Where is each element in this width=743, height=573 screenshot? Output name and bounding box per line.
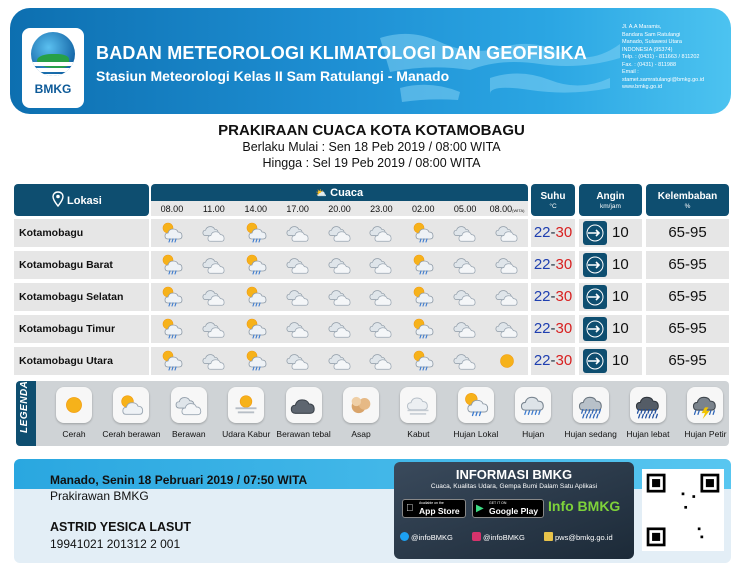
temperature-range <box>531 283 575 311</box>
hujan-lokal-icon <box>244 221 268 245</box>
email-link[interactable]: pws@bmkg.go.id <box>544 532 613 542</box>
wind-speed: 10 <box>612 288 629 305</box>
hujan-icon <box>515 387 551 423</box>
wind-direction-icon <box>583 317 607 341</box>
legend-item <box>561 387 621 439</box>
hujan-lokal-icon <box>244 317 268 341</box>
berawan-icon <box>286 221 310 245</box>
berawan-icon <box>369 317 393 341</box>
info-subtitle: Cuaca, Kualitas Udara, Gempa Bumi Dalam Satu Aplikasi <box>430 483 598 490</box>
temp-max: 30 <box>555 256 573 273</box>
wind-direction-icon <box>583 221 607 245</box>
legend-label: Udara Kabur <box>222 429 271 439</box>
temp-max: 30 <box>555 352 573 369</box>
wind-speed: 10 <box>612 224 629 241</box>
wind-speed: 10 <box>612 320 629 337</box>
berawan-icon <box>202 317 226 341</box>
cerah-icon <box>495 349 519 373</box>
hujan-lokal-icon <box>411 285 435 309</box>
weather-icons <box>151 347 528 375</box>
location-name: Kotamobagu Selatan <box>14 283 149 311</box>
humidity-range: 65-95 <box>646 283 729 311</box>
temp-separator: - <box>550 320 556 337</box>
weather-icons <box>151 219 528 247</box>
wind-cell <box>579 219 642 247</box>
station-name: Stasiun Meteorologi Kelas II Sam Ratulangi - Manado <box>96 68 450 84</box>
column-header-weather: ⛅ Cuaca <box>151 184 528 201</box>
forecaster-nip: 19941021 201312 2 001 <box>50 537 181 551</box>
legend-item <box>675 387 735 439</box>
legend-label: Hujan <box>522 429 545 439</box>
table-row <box>14 219 729 247</box>
berawan-icon <box>453 253 477 277</box>
cerah-icon <box>56 387 92 423</box>
play-icon: ▶ <box>476 503 484 514</box>
qr-code-icon[interactable] <box>642 469 724 551</box>
column-header-location: Lokasi <box>14 184 149 216</box>
wind-cell <box>579 251 642 279</box>
asap-icon <box>343 387 379 423</box>
instagram-link[interactable]: @infoBMKG <box>472 532 525 542</box>
google-play-button[interactable]: ▶ GET IT ON Google Play <box>472 499 544 518</box>
legend-item <box>44 387 104 439</box>
wind-cell <box>579 315 642 343</box>
humidity-range: 65-95 <box>646 251 729 279</box>
weather-icons <box>151 251 528 279</box>
wind-cell <box>579 347 642 375</box>
berawan-icon <box>171 387 207 423</box>
table-row <box>14 283 729 311</box>
berawan-icon <box>328 349 352 373</box>
instagram-icon <box>472 532 481 541</box>
wind-direction-icon <box>583 349 607 373</box>
legend-item <box>446 387 506 439</box>
berawan-icon <box>453 349 477 373</box>
berawan-icon <box>202 253 226 277</box>
humidity-range: 65-95 <box>646 347 729 375</box>
hour-label: 05.00 <box>453 204 477 214</box>
hujan-lokal-icon <box>160 253 184 277</box>
hujan-lokal-icon <box>244 349 268 373</box>
hujan-lokal-icon <box>411 349 435 373</box>
temperature-range <box>531 315 575 343</box>
wind-cell <box>579 283 642 311</box>
hujan-lokal-icon <box>411 317 435 341</box>
hour-label: 02.00 <box>412 204 435 214</box>
location-pin-icon <box>52 191 64 207</box>
berawan-icon <box>453 221 477 245</box>
bmkg-logo <box>22 28 84 108</box>
hujan-lokal-icon <box>411 221 435 245</box>
hujan-petir-icon <box>687 387 723 423</box>
berawan-icon <box>495 285 519 309</box>
berawan-icon <box>328 285 352 309</box>
berawan-icon <box>453 285 477 309</box>
forecaster-org: Prakirawan BMKG <box>50 489 149 503</box>
hujan-lebat-icon <box>630 387 666 423</box>
forecast-title-block <box>0 122 743 171</box>
temp-min: 22 <box>533 256 551 273</box>
hujan-lokal-icon <box>160 285 184 309</box>
temp-min: 22 <box>533 352 551 369</box>
wind-direction-icon <box>583 253 607 277</box>
hour-label: 14.00 <box>244 204 267 214</box>
info-bmkg-panel <box>394 462 634 559</box>
legend-label: Berawan tebal <box>276 429 331 439</box>
hujan-lokal-icon <box>411 253 435 277</box>
legend-label: Hujan Petir <box>684 429 727 439</box>
berawan-tebal-icon <box>286 387 322 423</box>
twitter-link[interactable]: @infoBMKG <box>400 532 453 542</box>
contact-address: Jl. A.A Maramis, Bandara Sam Ratulangi Manado, Sulawesi Utara INDONESIA (95374) Telp. : (0431) - 811663 / 811202 Fax. : (0431) - 811988 Email : stamet.samratulangi@bmkg.go.id www.bmkg.go.id <box>622 24 705 90</box>
globe-icon <box>31 32 75 76</box>
legend-label: Hujan Lokal <box>453 429 499 439</box>
berawan-icon <box>369 285 393 309</box>
udara-kabur-icon <box>228 387 264 423</box>
legend-item <box>159 387 219 439</box>
header-banner <box>10 8 731 114</box>
temp-max: 30 <box>555 320 573 337</box>
legend <box>16 381 729 446</box>
legend-label: Asap <box>351 429 371 439</box>
hour-label: 23.00 <box>370 204 393 214</box>
berawan-icon <box>202 221 226 245</box>
temp-separator: - <box>550 256 556 273</box>
column-header-wind: Angin km/jam <box>579 184 642 216</box>
legend-label: Kabut <box>407 429 430 439</box>
forecaster-name: ASTRID YESICA LASUT <box>50 520 191 534</box>
table-row <box>14 347 729 375</box>
twitter-icon <box>400 532 409 541</box>
cerah-berawan-icon <box>113 387 149 423</box>
legend-item <box>618 387 678 439</box>
berawan-icon <box>286 349 310 373</box>
agency-name: BADAN METEOROLOGI KLIMATOLOGI DAN GEOFISIKA <box>96 43 587 63</box>
legend-tab: LEGENDA <box>16 381 36 446</box>
temperature-range <box>531 219 575 247</box>
berawan-icon <box>286 285 310 309</box>
legend-label: Berawan <box>172 429 206 439</box>
logo-text: BMKG <box>34 82 72 96</box>
temp-max: 30 <box>555 288 573 305</box>
hujan-sedang-icon <box>573 387 609 423</box>
humidity-range: 65-95 <box>646 315 729 343</box>
berawan-icon <box>369 349 393 373</box>
legend-label: Hujan lebat <box>626 429 670 439</box>
berawan-icon <box>328 221 352 245</box>
issued-datetime: Manado, Senin 18 Pebruari 2019 / 07:50 WITA <box>50 473 308 487</box>
valid-from: Berlaku Mulai : Sen 18 Peb 2019 / 08:00 WITA <box>242 140 501 154</box>
legend-item <box>503 387 563 439</box>
location-name: Kotamobagu Utara <box>14 347 149 375</box>
hujan-lokal-icon <box>244 285 268 309</box>
temp-min: 22 <box>533 224 551 241</box>
berawan-icon <box>495 317 519 341</box>
hujan-lokal-icon <box>160 317 184 341</box>
hujan-lokal-icon <box>160 221 184 245</box>
kabut-icon <box>400 387 436 423</box>
berawan-icon <box>453 317 477 341</box>
temperature-range <box>531 251 575 279</box>
location-name: Kotamobagu Barat <box>14 251 149 279</box>
valid-to: Hingga : Sel 19 Peb 2019 / 08:00 WITA <box>262 156 481 170</box>
info-title: INFORMASI BMKG <box>455 467 573 482</box>
berawan-icon <box>328 317 352 341</box>
cloud-sun-icon: ⛅ <box>315 188 328 198</box>
weather-icons <box>151 283 528 311</box>
wind-speed: 10 <box>612 352 629 369</box>
forecast-title: PRAKIRAAN CUACA KOTA KOTAMOBAGU <box>218 122 525 139</box>
berawan-icon <box>202 285 226 309</box>
temp-separator: - <box>550 352 556 369</box>
berawan-icon <box>328 253 352 277</box>
legend-item <box>216 387 276 439</box>
table-row <box>14 251 729 279</box>
humidity-range: 65-95 <box>646 219 729 247</box>
location-name: Kotamobagu Timur <box>14 315 149 343</box>
temperature-range <box>531 347 575 375</box>
hujan-lokal-icon <box>244 253 268 277</box>
berawan-icon <box>495 221 519 245</box>
temp-min: 22 <box>533 320 551 337</box>
temp-separator: - <box>550 288 556 305</box>
temp-max: 30 <box>555 224 573 241</box>
hours-row <box>151 201 528 216</box>
apple-icon <box>406 503 416 515</box>
berawan-icon <box>369 221 393 245</box>
hour-label: 08.00(WITA) <box>489 204 525 214</box>
berawan-icon <box>286 253 310 277</box>
table-row <box>14 315 729 343</box>
hour-label: 20.00 <box>328 204 351 214</box>
app-store-button[interactable]: Available on the App Store <box>402 499 466 518</box>
legend-item <box>331 387 391 439</box>
berawan-icon <box>495 253 519 277</box>
hujan-lokal-icon <box>160 349 184 373</box>
location-name: Kotamobagu <box>14 219 149 247</box>
legend-item <box>274 387 334 439</box>
legend-item <box>388 387 448 439</box>
hour-label: 11.00 <box>202 204 225 214</box>
weather-icons <box>151 315 528 343</box>
legend-label: Hujan sedang <box>564 429 617 439</box>
legend-item <box>101 387 161 439</box>
hour-label: 08.00 <box>160 204 184 214</box>
legend-label: Cerah <box>62 429 86 439</box>
legend-label: Cerah berawan <box>102 429 161 439</box>
berawan-icon <box>202 349 226 373</box>
column-header-humidity: Kelembaban % <box>646 184 729 216</box>
wind-speed: 10 <box>612 256 629 273</box>
email-icon <box>544 532 553 541</box>
hour-label: 17.00 <box>286 204 309 214</box>
temp-separator: - <box>550 224 556 241</box>
berawan-icon <box>369 253 393 277</box>
berawan-icon <box>286 317 310 341</box>
wind-direction-icon <box>583 285 607 309</box>
temp-min: 22 <box>533 288 551 305</box>
info-bmkg-brand: Info BMKG <box>548 498 621 514</box>
column-header-temperature: Suhu °C <box>531 184 575 216</box>
hujan-lokal-icon <box>458 387 494 423</box>
